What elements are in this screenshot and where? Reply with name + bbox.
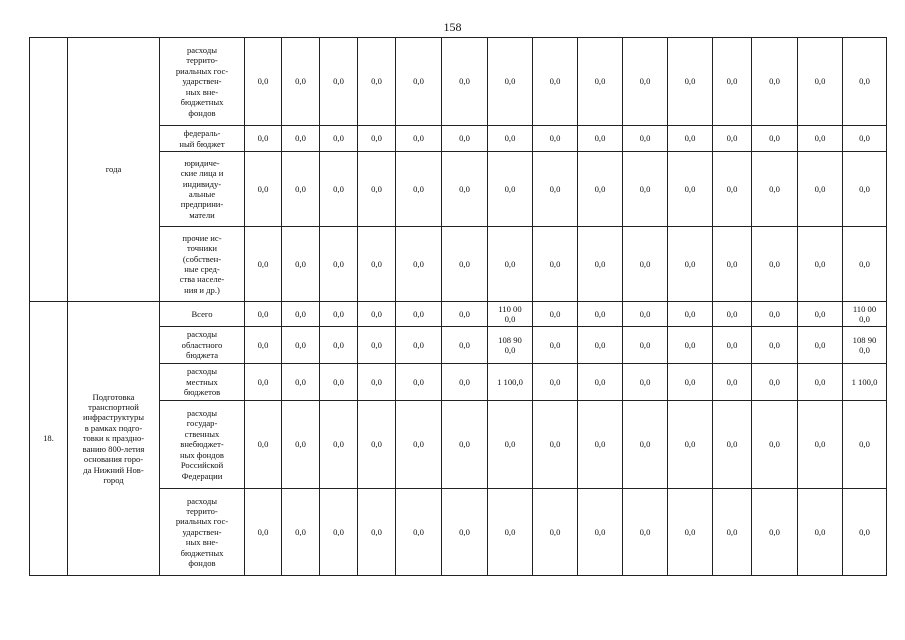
amount-cell: 0,0 <box>358 38 396 126</box>
amount-cell: 0,0 <box>320 302 358 327</box>
amount-cell: 0,0 <box>488 489 533 576</box>
amount-cell: 0,0 <box>320 152 358 227</box>
amount-cell: 0,0 <box>396 489 442 576</box>
amount-cell: 0,0 <box>320 364 358 401</box>
amount-cell: 108 90 0,0 <box>843 327 887 364</box>
amount-cell: 0,0 <box>442 38 488 126</box>
amount-cell: 0,0 <box>533 152 578 227</box>
amount-cell: 0,0 <box>798 364 843 401</box>
amount-cell: 0,0 <box>623 302 668 327</box>
amount-cell: 0,0 <box>752 126 798 152</box>
amount-cell: 0,0 <box>396 302 442 327</box>
amount-cell: 0,0 <box>578 227 623 302</box>
funding-source-cell: расходы областного бюджета <box>160 327 245 364</box>
amount-cell: 0,0 <box>668 401 713 489</box>
amount-cell: 0,0 <box>668 302 713 327</box>
amount-cell: 0,0 <box>623 327 668 364</box>
amount-cell: 0,0 <box>442 401 488 489</box>
amount-cell: 0,0 <box>623 364 668 401</box>
amount-cell: 0,0 <box>320 327 358 364</box>
amount-cell: 0,0 <box>752 227 798 302</box>
amount-cell: 0,0 <box>358 302 396 327</box>
funding-source-cell: расходы государ- ственных внебюджет- ных фондов Российской Федерации <box>160 401 245 489</box>
budget-table <box>29 37 887 576</box>
amount-cell: 0,0 <box>752 38 798 126</box>
amount-cell: 0,0 <box>533 302 578 327</box>
amount-cell: 108 90 0,0 <box>488 327 533 364</box>
table-row <box>30 302 887 327</box>
amount-cell: 0,0 <box>282 227 320 302</box>
amount-cell: 0,0 <box>578 327 623 364</box>
amount-cell: 0,0 <box>578 152 623 227</box>
amount-cell: 0,0 <box>752 152 798 227</box>
amount-cell: 0,0 <box>320 401 358 489</box>
amount-cell: 0,0 <box>442 327 488 364</box>
amount-cell: 0,0 <box>798 38 843 126</box>
row-number-cell <box>30 38 68 302</box>
amount-cell: 0,0 <box>533 126 578 152</box>
amount-cell: 0,0 <box>245 152 282 227</box>
amount-cell: 0,0 <box>245 227 282 302</box>
amount-cell: 0,0 <box>442 227 488 302</box>
page-number: 158 <box>443 20 462 34</box>
amount-cell: 0,0 <box>533 364 578 401</box>
amount-cell: 0,0 <box>442 489 488 576</box>
amount-cell: 0,0 <box>752 489 798 576</box>
funding-source-cell: расходы террито- риальных гос- ударствен- ных вне- бюджетных фондов <box>160 489 245 576</box>
amount-cell: 0,0 <box>442 364 488 401</box>
amount-cell: 0,0 <box>668 489 713 576</box>
amount-cell: 0,0 <box>843 401 887 489</box>
amount-cell: 0,0 <box>358 489 396 576</box>
amount-cell: 0,0 <box>713 327 752 364</box>
amount-cell: 0,0 <box>578 302 623 327</box>
funding-source-cell: прочие ис- точники (собствен- ные сред- ства населе- ния и др.) <box>160 227 245 302</box>
amount-cell: 0,0 <box>320 126 358 152</box>
amount-cell: 0,0 <box>282 364 320 401</box>
amount-cell: 0,0 <box>798 126 843 152</box>
amount-cell: 0,0 <box>623 489 668 576</box>
amount-cell: 0,0 <box>320 489 358 576</box>
amount-cell: 0,0 <box>245 38 282 126</box>
amount-cell: 0,0 <box>578 489 623 576</box>
amount-cell: 0,0 <box>396 126 442 152</box>
amount-cell: 0,0 <box>752 302 798 327</box>
funding-source-cell: расходы местных бюджетов <box>160 364 245 401</box>
amount-cell: 0,0 <box>358 364 396 401</box>
amount-cell: 0,0 <box>282 152 320 227</box>
funding-source-cell: федераль- ный бюджет <box>160 126 245 152</box>
amount-cell: 0,0 <box>713 227 752 302</box>
amount-cell: 0,0 <box>358 327 396 364</box>
amount-cell: 1 100,0 <box>488 364 533 401</box>
amount-cell: 0,0 <box>623 126 668 152</box>
amount-cell: 0,0 <box>282 38 320 126</box>
amount-cell: 0,0 <box>798 227 843 302</box>
amount-cell: 0,0 <box>843 126 887 152</box>
amount-cell: 0,0 <box>533 489 578 576</box>
amount-cell: 0,0 <box>396 327 442 364</box>
amount-cell: 0,0 <box>358 152 396 227</box>
amount-cell: 0,0 <box>798 327 843 364</box>
amount-cell: 0,0 <box>623 38 668 126</box>
amount-cell: 0,0 <box>442 302 488 327</box>
amount-cell: 0,0 <box>245 302 282 327</box>
amount-cell: 0,0 <box>713 152 752 227</box>
amount-cell: 0,0 <box>713 489 752 576</box>
amount-cell: 0,0 <box>578 126 623 152</box>
amount-cell: 0,0 <box>358 126 396 152</box>
amount-cell: 0,0 <box>578 364 623 401</box>
amount-cell: 0,0 <box>282 302 320 327</box>
amount-cell: 0,0 <box>245 364 282 401</box>
amount-cell: 0,0 <box>713 38 752 126</box>
amount-cell: 0,0 <box>533 327 578 364</box>
amount-cell: 0,0 <box>843 227 887 302</box>
amount-cell: 110 00 0,0 <box>488 302 533 327</box>
amount-cell: 0,0 <box>488 126 533 152</box>
amount-cell: 0,0 <box>358 401 396 489</box>
amount-cell: 0,0 <box>713 302 752 327</box>
amount-cell: 0,0 <box>396 364 442 401</box>
funding-source-cell: Всего <box>160 302 245 327</box>
amount-cell: 0,0 <box>752 364 798 401</box>
amount-cell: 0,0 <box>623 152 668 227</box>
amount-cell: 0,0 <box>533 38 578 126</box>
amount-cell: 0,0 <box>843 38 887 126</box>
amount-cell: 0,0 <box>798 302 843 327</box>
amount-cell: 0,0 <box>668 152 713 227</box>
amount-cell: 0,0 <box>245 327 282 364</box>
amount-cell: 0,0 <box>668 327 713 364</box>
amount-cell: 0,0 <box>488 227 533 302</box>
amount-cell: 0,0 <box>320 227 358 302</box>
program-name-cell: Подготовка транспортной инфраструктуры в рамках подго- товки к праздно- ванию 800-летия основания горо- да Нижний Нов- город <box>68 302 160 576</box>
amount-cell: 0,0 <box>752 327 798 364</box>
amount-cell: 0,0 <box>843 489 887 576</box>
amount-cell: 0,0 <box>668 227 713 302</box>
amount-cell: 0,0 <box>282 327 320 364</box>
amount-cell: 0,0 <box>245 126 282 152</box>
amount-cell: 0,0 <box>442 126 488 152</box>
amount-cell: 0,0 <box>578 401 623 489</box>
amount-cell: 0,0 <box>245 489 282 576</box>
table-row <box>30 38 887 126</box>
amount-cell: 0,0 <box>668 364 713 401</box>
amount-cell: 0,0 <box>798 152 843 227</box>
amount-cell: 110 00 0,0 <box>843 302 887 327</box>
amount-cell: 0,0 <box>623 227 668 302</box>
amount-cell: 0,0 <box>396 152 442 227</box>
amount-cell: 0,0 <box>282 126 320 152</box>
amount-cell: 0,0 <box>488 152 533 227</box>
amount-cell: 0,0 <box>442 152 488 227</box>
amount-cell: 0,0 <box>713 126 752 152</box>
amount-cell: 0,0 <box>668 126 713 152</box>
funding-source-cell: юридиче- ские лица и индивиду- альные предприни- матели <box>160 152 245 227</box>
amount-cell: 0,0 <box>245 401 282 489</box>
amount-cell: 0,0 <box>282 401 320 489</box>
amount-cell: 0,0 <box>282 489 320 576</box>
funding-source-cell: расходы террито- риальных гос- ударствен- ных вне- бюджетных фондов <box>160 38 245 126</box>
amount-cell: 0,0 <box>396 38 442 126</box>
amount-cell: 0,0 <box>713 401 752 489</box>
amount-cell: 0,0 <box>623 401 668 489</box>
amount-cell: 0,0 <box>713 364 752 401</box>
amount-cell: 0,0 <box>488 38 533 126</box>
amount-cell: 0,0 <box>488 401 533 489</box>
amount-cell: 0,0 <box>396 401 442 489</box>
amount-cell: 0,0 <box>320 38 358 126</box>
amount-cell: 0,0 <box>358 227 396 302</box>
program-name-cell: года <box>68 38 160 302</box>
amount-cell: 0,0 <box>843 152 887 227</box>
amount-cell: 0,0 <box>798 401 843 489</box>
amount-cell: 0,0 <box>533 401 578 489</box>
amount-cell: 0,0 <box>798 489 843 576</box>
row-number-cell: 18. <box>30 302 68 576</box>
amount-cell: 0,0 <box>578 38 623 126</box>
amount-cell: 0,0 <box>533 227 578 302</box>
amount-cell: 1 100,0 <box>843 364 887 401</box>
amount-cell: 0,0 <box>668 38 713 126</box>
amount-cell: 0,0 <box>752 401 798 489</box>
amount-cell: 0,0 <box>396 227 442 302</box>
